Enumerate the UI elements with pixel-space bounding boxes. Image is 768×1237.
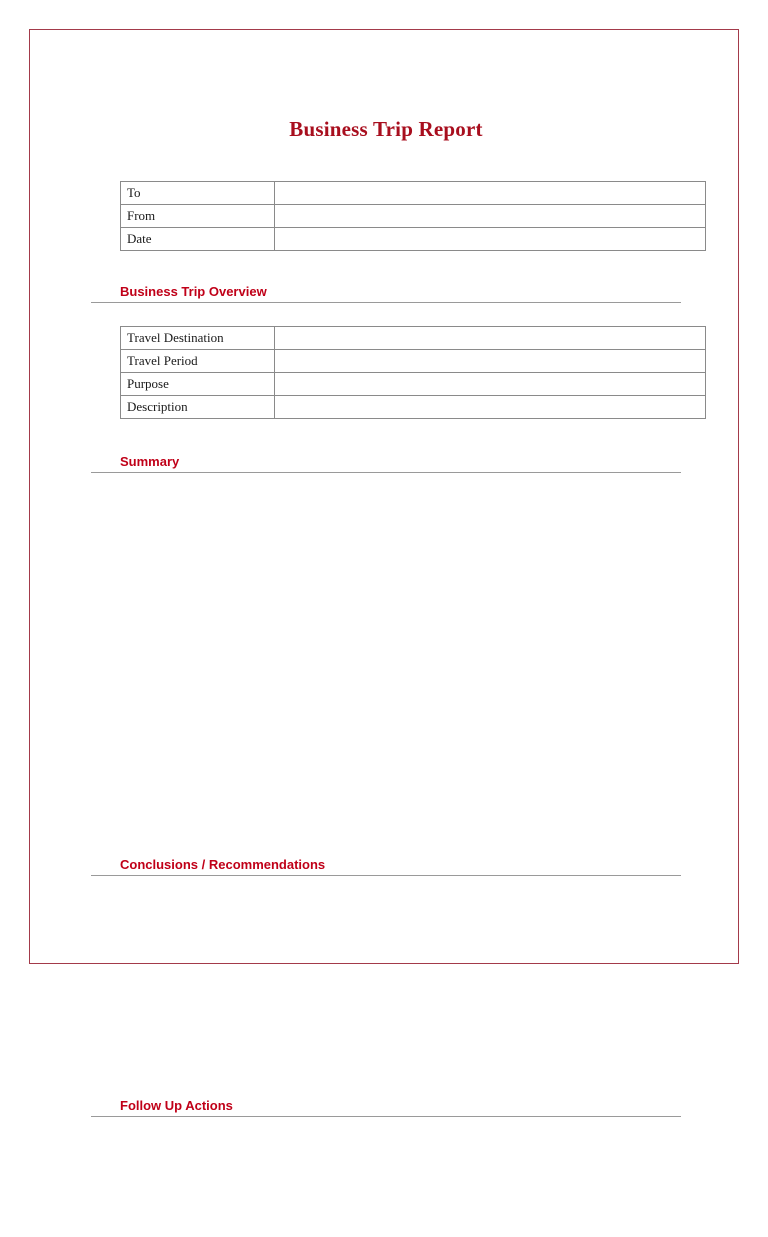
table-row <box>121 350 706 373</box>
row-value-purpose[interactable] <box>275 373 706 396</box>
row-value-travel-destination[interactable] <box>275 327 706 350</box>
row-value-to[interactable] <box>275 182 706 205</box>
conclusions-body[interactable] <box>120 876 681 991</box>
document-content <box>91 70 681 1237</box>
section-heading-conclusions: Conclusions / Recommendations <box>91 857 681 876</box>
section-summary <box>91 454 681 473</box>
section-overview <box>91 284 681 303</box>
table-row <box>121 327 706 350</box>
row-label-date: Date <box>121 228 275 251</box>
header-info-table <box>120 181 706 251</box>
row-value-date[interactable] <box>275 228 706 251</box>
row-value-description[interactable] <box>275 396 706 419</box>
section-conclusions <box>91 857 681 876</box>
row-label-purpose: Purpose <box>121 373 275 396</box>
row-label-to: To <box>121 182 275 205</box>
overview-table <box>120 326 706 419</box>
page-border <box>29 29 739 1113</box>
summary-body[interactable] <box>120 473 681 669</box>
section-heading-follow-up: Follow Up Actions <box>91 1098 681 1117</box>
row-label-travel-destination: Travel Destination <box>121 327 275 350</box>
table-row <box>121 182 706 205</box>
table-row <box>121 396 706 419</box>
section-heading-overview: Business Trip Overview <box>91 284 681 303</box>
section-follow-up <box>91 1098 681 1117</box>
row-value-travel-period[interactable] <box>275 350 706 373</box>
row-label-description: Description <box>121 396 275 419</box>
row-value-from[interactable] <box>275 205 706 228</box>
row-label-travel-period: Travel Period <box>121 350 275 373</box>
table-row <box>121 228 706 251</box>
table-row <box>121 205 706 228</box>
follow-up-body[interactable] <box>120 1117 681 1237</box>
section-heading-summary: Summary <box>91 454 681 473</box>
table-row <box>121 373 706 396</box>
row-label-from: From <box>121 205 275 228</box>
page-title: Business Trip Report <box>289 117 483 141</box>
